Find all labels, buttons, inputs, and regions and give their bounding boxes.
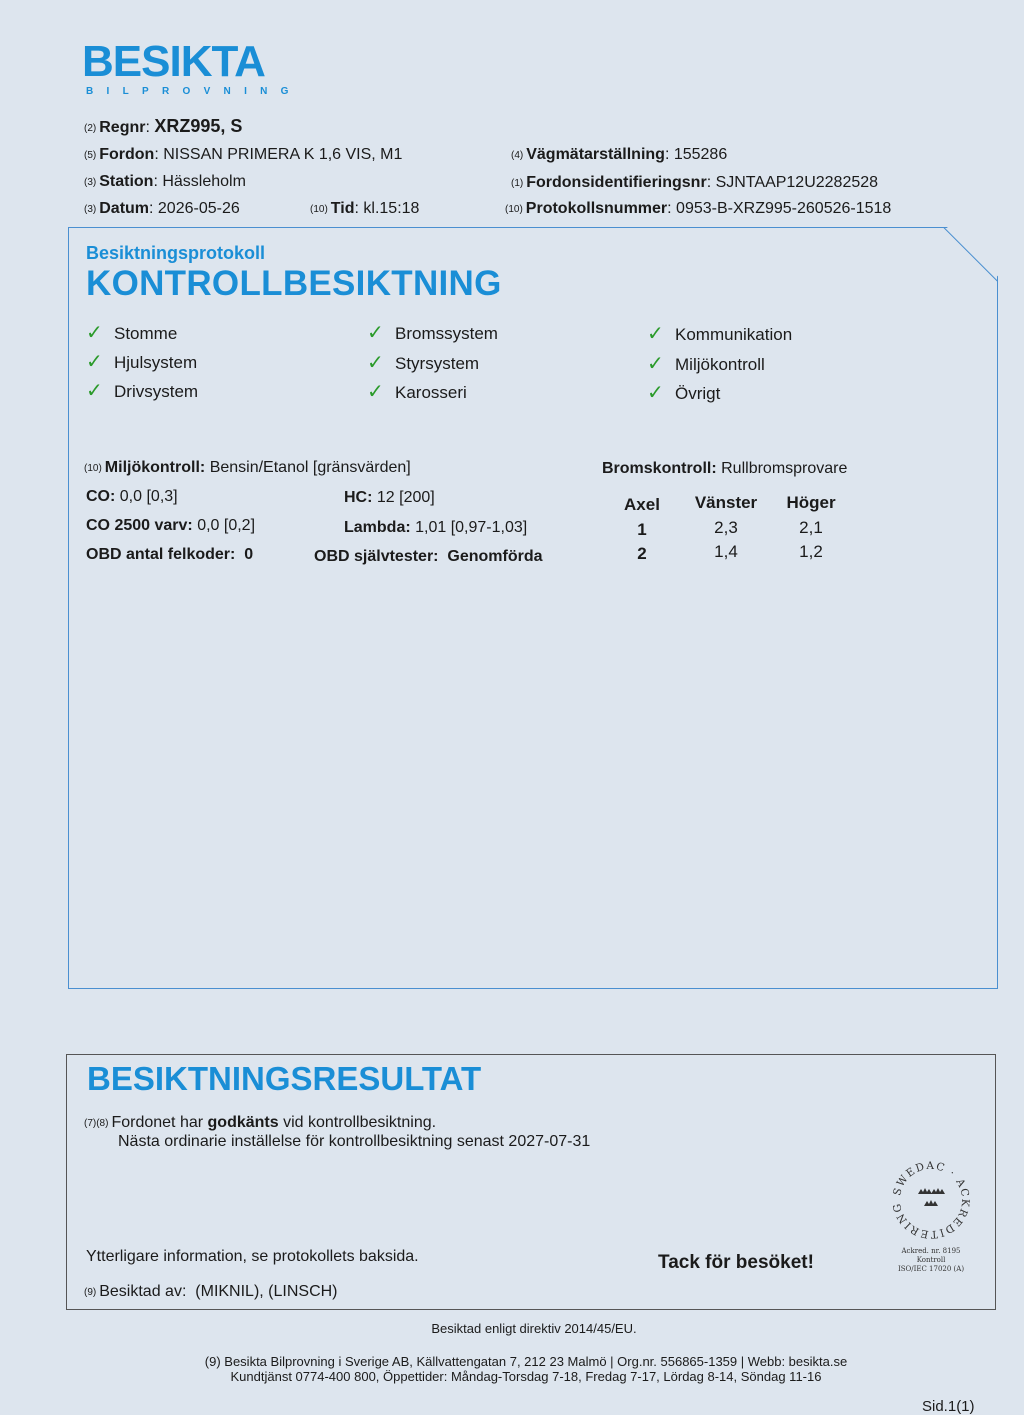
check-icon: ✓ xyxy=(647,382,664,404)
regnr-value: XRZ995, S xyxy=(154,116,243,136)
datum-field: (3) Datum: 2026-05-26 xyxy=(84,200,240,217)
broms-header-axel: Axel xyxy=(624,495,660,514)
thanks-text: Tack för besöket! xyxy=(658,1252,814,1273)
vagmatare-field: (4) Vägmätarställning: 155286 xyxy=(511,146,728,163)
seal-line-1: Ackred. nr. 8195 xyxy=(901,1247,961,1255)
footer-company: (9) Besikta Bilprovning i Sverige AB, Källvattengatan 7, 212 23 Malmö | Org.nr. 556865-1359 | Webb: besikta.se xyxy=(204,1354,848,1369)
seal-line-3: ISO/IEC 17020 (A) xyxy=(897,1265,965,1273)
broms-heading: Bromskontroll: Rullbromsprovare xyxy=(602,460,848,477)
page-number: Sid.1(1) xyxy=(922,1398,975,1415)
broms-header-hoger: Höger xyxy=(786,493,836,512)
obd-felkoder: OBD antal felkoder: 0 xyxy=(86,546,254,563)
check-item: ✓ Hjulsystem xyxy=(86,351,198,373)
regnr-field: (2) Regnr: XRZ995, S xyxy=(84,116,243,136)
check-icon: ✓ xyxy=(647,323,664,345)
brand-logo: BESIKTA xyxy=(82,37,265,86)
inspector-field: (9) Besiktad av: (MIKNIL), (LINSCH) xyxy=(84,1283,338,1300)
broms-cell: 1 xyxy=(637,520,647,539)
check-icon: ✓ xyxy=(86,380,103,402)
check-icon: ✓ xyxy=(367,352,384,374)
brand-tagline: BILPROVNING xyxy=(86,86,302,97)
check-item: ✓ Övrigt xyxy=(647,382,721,404)
svg-text:SWEDAC · ACKREDITERING ·: SWEDAC · ACKREDITERING xyxy=(890,1159,972,1241)
footer-directive: Besiktad enligt direktiv 2014/45/EU. xyxy=(431,1321,637,1336)
fordon-field: (5) Fordon: NISSAN PRIMERA K 1,6 VIS, M1 xyxy=(84,146,403,163)
result-title: BESIKTNINGSRESULTAT xyxy=(87,1060,482,1097)
footer-service: Kundtjänst 0774-400 800, Öppettider: Måndag-Torsdag 7-18, Fredag 7-17, Lördag 8-14, Söndag 11-16 xyxy=(230,1369,822,1384)
vagmatare-value: 155286 xyxy=(673,146,728,163)
station-field: (3) Station: Hässleholm xyxy=(84,173,246,190)
broms-cell: 1,2 xyxy=(799,542,823,561)
datum-value: 2026-05-26 xyxy=(157,200,240,217)
protocol-box xyxy=(68,227,998,989)
check-item: ✓ Karosseri xyxy=(367,381,467,403)
check-item: ✓ Bromssystem xyxy=(367,322,498,344)
result-info: Ytterligare information, se protokollets baksida. xyxy=(86,1248,419,1265)
seal-line-2: Kontroll xyxy=(916,1256,946,1264)
broms-cell: 1,4 xyxy=(714,542,738,561)
broms-cell: 2 xyxy=(637,544,647,563)
protokoll-value: 0953-B-XRZ995-260526-1518 xyxy=(676,200,892,217)
obd-sjalvtester: OBD självtester: Genomförda xyxy=(314,548,543,565)
result-line-1: (7)(8) Fordonet har godkänts vid kontrollbesiktning. xyxy=(84,1114,437,1131)
check-item: ✓ Stomme xyxy=(86,322,178,344)
protokoll-field: (10) Protokollsnummer: 0953-B-XRZ995-260526-1518 xyxy=(505,200,892,217)
check-icon: ✓ xyxy=(86,351,103,373)
miljo-heading: (10) Miljökontroll: Bensin/Etanol [gränsvärden] xyxy=(84,459,411,476)
check-icon: ✓ xyxy=(367,381,384,403)
co-value: CO: 0,0 [0,3] xyxy=(86,488,178,505)
check-item: ✓ Kommunikation xyxy=(647,323,793,345)
lambda-value: Lambda: 1,01 [0,97-1,03] xyxy=(344,519,528,536)
hc-value: HC: 12 [200] xyxy=(344,489,435,506)
broms-header-vanster: Vänster xyxy=(694,493,758,512)
broms-cell: 2,3 xyxy=(714,518,738,537)
check-icon: ✓ xyxy=(647,353,664,375)
protocol-title: KONTROLLBESIKTNING xyxy=(86,264,502,303)
check-item: ✓ Styrsystem xyxy=(367,352,480,374)
swedac-seal xyxy=(890,1158,972,1273)
tid-field: (10) Tid: kl.15:18 xyxy=(310,200,420,217)
check-icon: ✓ xyxy=(367,322,384,344)
tid-value: kl.15:18 xyxy=(363,200,420,217)
fordon-value: NISSAN PRIMERA K 1,6 VIS, M1 xyxy=(163,146,403,163)
check-icon: ✓ xyxy=(86,322,103,344)
check-item: ✓ Drivsystem xyxy=(86,380,199,402)
protocol-subtitle: Besiktningsprotokoll xyxy=(86,243,266,263)
station-value: Hässleholm xyxy=(162,173,246,190)
result-line-2: Nästa ordinarie inställelse för kontrollbesiktning senast 2027-07-31 xyxy=(118,1133,591,1150)
swedac-emblem-icon xyxy=(890,1158,972,1242)
broms-cell: 2,1 xyxy=(799,518,823,537)
check-item: ✓ Miljökontroll xyxy=(647,353,765,375)
fordonsid-value: SJNTAAP12U2282528 xyxy=(715,174,879,191)
co2500-value: CO 2500 varv: 0,0 [0,2] xyxy=(86,517,256,534)
fordonsid-field: (1) Fordonsidentifieringsnr: SJNTAAP12U2282528 xyxy=(511,174,879,191)
inspector-value: (MIKNIL), (LINSCH) xyxy=(195,1283,338,1300)
